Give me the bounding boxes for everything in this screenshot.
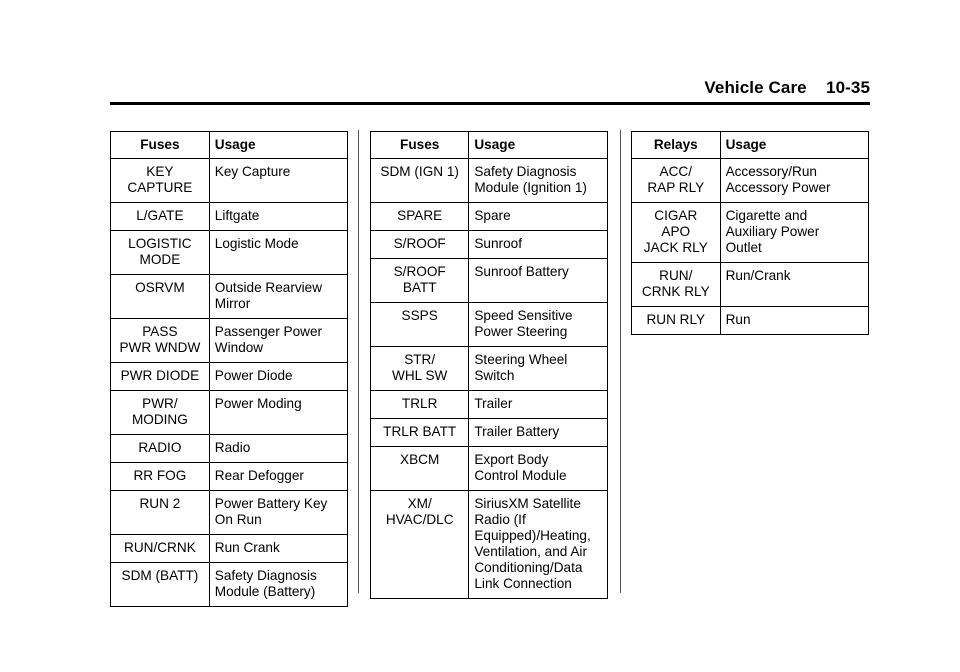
cell-name xyxy=(371,391,469,419)
cell-usage-text: Outside Rearview Mirror xyxy=(214,280,323,311)
fuse-table-2 xyxy=(370,131,608,599)
cell-name-text: S/ROOF xyxy=(393,236,446,251)
cell-usage xyxy=(469,447,608,491)
cell-name xyxy=(371,159,469,203)
cell-name xyxy=(371,419,469,447)
cell-usage xyxy=(469,491,608,599)
cell-name xyxy=(371,259,469,303)
cell-name-text: LOGISTIC MODE xyxy=(128,236,192,267)
cell-usage-text: Power Battery Key On Run xyxy=(214,496,328,527)
table-row xyxy=(632,307,869,335)
cell-usage xyxy=(209,319,347,363)
cell-name xyxy=(111,563,210,607)
cell-name xyxy=(632,159,721,203)
cell-name xyxy=(371,447,469,491)
cell-name xyxy=(111,535,210,563)
table-header-row xyxy=(371,132,608,159)
table-row xyxy=(371,231,608,259)
column-header-usage: Usage xyxy=(469,132,608,159)
table-header-row xyxy=(111,132,348,159)
cell-usage-text: Logistic Mode xyxy=(214,236,299,251)
cell-name xyxy=(371,347,469,391)
page-number: 10-35 xyxy=(826,78,870,97)
cell-usage-text: Power Diode xyxy=(214,368,293,383)
cell-name-text: RUN/ CRNK RLY xyxy=(641,268,710,299)
fuse-table-1 xyxy=(110,131,348,607)
cell-name-text: CIGAR APO JACK RLY xyxy=(643,208,708,255)
column-divider-2 xyxy=(620,130,621,593)
cell-name-text: PWR/ MODING xyxy=(131,396,188,427)
cell-name-text: RADIO xyxy=(138,440,182,455)
column-header-fuses: Fuses xyxy=(371,132,469,159)
cell-name-text: XM/ HVAC/DLC xyxy=(385,496,454,527)
cell-usage-text: SiriusXM Satellite Radio (If Equipped)/Heating, Ventilation, and Air Conditioning/Data Link Connection xyxy=(474,496,591,591)
cell-usage xyxy=(720,263,868,307)
cell-name-text: SDM (IGN 1) xyxy=(380,164,459,179)
table-row xyxy=(371,303,608,347)
cell-name-text: KEY CAPTURE xyxy=(127,164,193,195)
cell-usage xyxy=(469,391,608,419)
cell-name xyxy=(371,203,469,231)
cell-usage xyxy=(469,203,608,231)
table-body xyxy=(371,159,608,599)
table-row xyxy=(371,347,608,391)
cell-usage xyxy=(469,419,608,447)
cell-name xyxy=(111,463,210,491)
cell-name-text: STR/ WHL SW xyxy=(391,352,448,383)
cell-name-text: TRLR BATT xyxy=(383,424,457,439)
cell-name xyxy=(111,159,210,203)
table-row xyxy=(371,491,608,599)
table-row xyxy=(111,435,348,463)
cell-name xyxy=(111,275,210,319)
table-row xyxy=(632,203,869,263)
section-title: Vehicle Care xyxy=(704,78,807,97)
cell-name-text: S/ROOF BATT xyxy=(393,264,446,295)
cell-usage-text: Sunroof Battery xyxy=(474,264,569,279)
cell-usage-text: Liftgate xyxy=(214,208,260,223)
cell-name-text: XBCM xyxy=(400,452,440,467)
table-row xyxy=(111,535,348,563)
cell-name xyxy=(111,231,210,275)
table-row xyxy=(371,447,608,491)
column-header-fuses: Fuses xyxy=(111,132,210,159)
column-header-usage: Usage xyxy=(209,132,347,159)
header-rule xyxy=(110,102,870,105)
cell-usage-text: Safety Diagnosis Module (Battery) xyxy=(214,568,317,599)
cell-usage-text: Run/Crank xyxy=(725,268,791,283)
table-row xyxy=(371,419,608,447)
cell-name-text: RR FOG xyxy=(133,468,187,483)
cell-usage xyxy=(209,363,347,391)
cell-usage-text: Passenger Power Window xyxy=(214,324,323,355)
cell-usage xyxy=(209,391,347,435)
cell-usage-text: Radio xyxy=(214,440,251,455)
table-row xyxy=(111,463,348,491)
cell-usage xyxy=(209,435,347,463)
cell-usage xyxy=(209,231,347,275)
cell-name xyxy=(371,491,469,599)
cell-usage xyxy=(209,275,347,319)
table-body xyxy=(111,159,348,607)
table-row xyxy=(111,159,348,203)
cell-name xyxy=(111,391,210,435)
cell-name xyxy=(371,303,469,347)
table-row xyxy=(371,259,608,303)
table-row xyxy=(111,363,348,391)
cell-usage-text: Power Moding xyxy=(214,396,302,411)
table-row xyxy=(111,203,348,231)
table-row xyxy=(111,319,348,363)
cell-usage-text: Sunroof xyxy=(474,236,522,251)
cell-usage xyxy=(209,203,347,231)
table-row xyxy=(632,159,869,203)
cell-name xyxy=(111,203,210,231)
cell-name xyxy=(632,263,721,307)
table-row xyxy=(111,231,348,275)
cell-name-text: SPARE xyxy=(397,208,443,223)
cell-usage xyxy=(209,463,347,491)
cell-name-text: ACC/ RAP RLY xyxy=(647,164,705,195)
cell-name xyxy=(111,435,210,463)
cell-name-text: PASS PWR WNDW xyxy=(119,324,201,355)
cell-name-text: L/GATE xyxy=(136,208,184,223)
cell-name-text: RUN/CRNK xyxy=(124,540,196,555)
cell-usage-text: Steering Wheel Switch xyxy=(474,352,568,383)
column-divider-1 xyxy=(358,130,359,593)
cell-usage-text: Run Crank xyxy=(214,540,280,555)
cell-usage xyxy=(469,259,608,303)
cell-usage-text: Export Body Control Module xyxy=(474,452,567,483)
cell-name-text: SDM (BATT) xyxy=(121,568,199,583)
cell-usage-text: Run xyxy=(725,312,751,327)
page-header xyxy=(110,78,870,100)
cell-name-text: RUN 2 xyxy=(139,496,181,511)
cell-usage xyxy=(209,563,347,607)
table-row xyxy=(111,275,348,319)
table-header-row xyxy=(632,132,869,159)
cell-name xyxy=(632,307,721,335)
cell-usage-text: Rear Defogger xyxy=(214,468,304,483)
cell-name xyxy=(111,363,210,391)
table-row xyxy=(371,203,608,231)
cell-usage-text: Speed Sensitive Power Steering xyxy=(474,308,573,339)
table-row xyxy=(371,159,608,203)
cell-name-text: TRLR xyxy=(401,396,438,411)
cell-name-text: OSRVM xyxy=(135,280,185,295)
cell-name-text: SSPS xyxy=(401,308,438,323)
cell-usage xyxy=(469,231,608,259)
cell-usage xyxy=(209,491,347,535)
cell-usage xyxy=(209,159,347,203)
cell-usage-text: Key Capture xyxy=(214,164,291,179)
cell-usage xyxy=(209,535,347,563)
table-row xyxy=(111,563,348,607)
table-body xyxy=(632,159,869,335)
relay-table xyxy=(631,131,869,335)
cell-usage xyxy=(469,347,608,391)
cell-usage-text: Trailer Battery xyxy=(474,424,560,439)
cell-name xyxy=(371,231,469,259)
cell-usage-text: Spare xyxy=(474,208,511,223)
cell-usage xyxy=(720,203,868,263)
cell-usage-text: Trailer xyxy=(474,396,513,411)
cell-name-text: PWR DIODE xyxy=(120,368,200,383)
cell-usage-text: Cigarette and Auxiliary Power Outlet xyxy=(725,208,820,255)
cell-usage xyxy=(720,159,868,203)
table-row xyxy=(632,263,869,307)
column-header-usage: Usage xyxy=(720,132,868,159)
table-row xyxy=(371,391,608,419)
cell-usage xyxy=(469,159,608,203)
table-row xyxy=(111,391,348,435)
cell-usage xyxy=(720,307,868,335)
page-title xyxy=(704,78,870,98)
cell-name-text: RUN RLY xyxy=(646,312,706,327)
cell-name xyxy=(111,491,210,535)
cell-usage-text: Safety Diagnosis Module (Ignition 1) xyxy=(474,164,587,195)
table-row xyxy=(111,491,348,535)
cell-usage xyxy=(469,303,608,347)
column-header-relays: Relays xyxy=(632,132,721,159)
cell-name xyxy=(111,319,210,363)
cell-name xyxy=(632,203,721,263)
cell-usage-text: Accessory/Run Accessory Power xyxy=(725,164,831,195)
